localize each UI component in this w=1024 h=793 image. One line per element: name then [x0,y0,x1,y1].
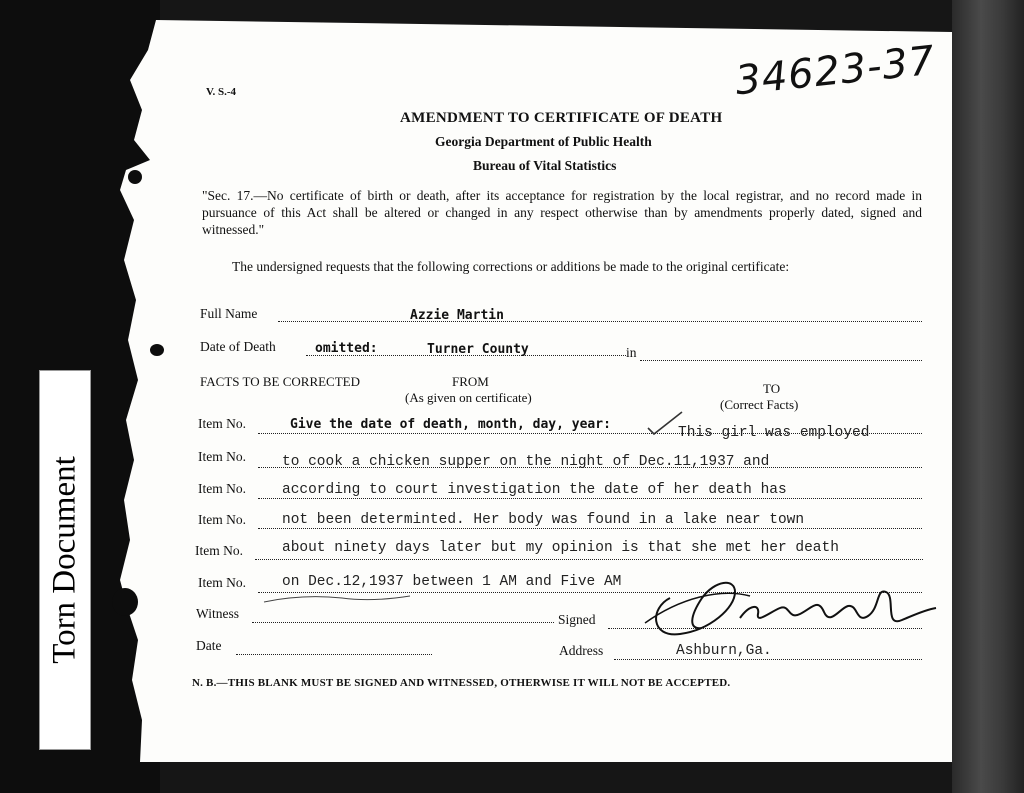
torn-hole [128,170,142,184]
scan-background-right [952,0,1024,793]
item-line [258,498,922,499]
county-value: Turner County [427,342,529,357]
item-label: Item No. [198,481,246,496]
from-sublabel: (As given on certificate) [405,390,532,405]
bureau-name: Bureau of Vital Statistics [473,158,617,173]
torn-hole [150,344,164,356]
item-to-value: This girl was employed [678,425,870,441]
item-text: according to court investigation the date of her death has [282,482,787,498]
full-name-value: Azzie Martin [410,308,504,323]
checkmark-icon [646,408,686,438]
item-text: about ninety days later but my opinion is that she met her death [282,540,839,556]
form-id: V. S.-4 [206,86,237,98]
signature [640,568,940,648]
torn-hole [112,588,138,616]
department-name: Georgia Department of Public Health [435,134,652,149]
request-paragraph: The undersigned requests that the following corrections or additions be made to the original certificate: [232,259,790,274]
footer-note: N. B.—THIS BLANK MUST BE SIGNED AND WITNESSED, OTHERWISE IT WILL NOT BE ACCEPTED. [192,677,731,689]
item-text: on Dec.12,1937 between 1 AM and Five AM [282,574,622,590]
witness-label: Witness [196,606,239,621]
to-sublabel: (Correct Facts) [720,397,799,412]
item-label: Item No. [195,543,243,558]
pen-stroke [262,590,412,610]
item-label: Item No. [198,575,246,590]
file-number: 34623-37 [733,37,938,105]
facts-heading: FACTS TO BE CORRECTED [200,374,360,389]
date-of-death-value: omitted: [315,341,378,356]
item-label: Item No. [198,512,246,527]
item-from-value: Give the date of death, month, day, year: [290,417,611,432]
torn-document-text: Torn Document [46,456,83,664]
county-line [640,360,922,361]
date-label: Date [196,638,222,653]
from-label: FROM [452,374,489,389]
date-line [236,654,432,655]
item-line [258,528,922,529]
item-text: to cook a chicken supper on the night of Dec.11,1937 and [282,454,770,470]
address-label: Address [559,643,604,658]
signed-label: Signed [558,612,596,627]
torn-document-label [39,370,91,750]
certificate-paper [120,20,952,762]
date-of-death-label: Date of Death [200,339,276,354]
item-label: Item No. [198,449,246,464]
full-name-line [278,321,922,322]
document-title: AMENDMENT TO CERTIFICATE OF DEATH [400,110,723,126]
in-label: in [626,345,637,360]
item-label: Item No. [198,416,246,431]
address-value: Ashburn,Ga. [676,643,772,659]
statute-paragraph: "Sec. 17.—No certificate of birth or death, after its acceptance for registration by the local registrar, and no record made in pursuance of this Act shall be altered or changed in any respect otherwise than by amendments properly dated, signed and witnessed." [202,188,922,237]
item-line [255,559,923,560]
item-text: not been determinted. Her body was found in a lake near town [282,512,805,528]
address-line [614,659,922,660]
to-label: TO [763,381,781,396]
witness-line [252,622,554,623]
full-name-label: Full Name [200,306,258,321]
